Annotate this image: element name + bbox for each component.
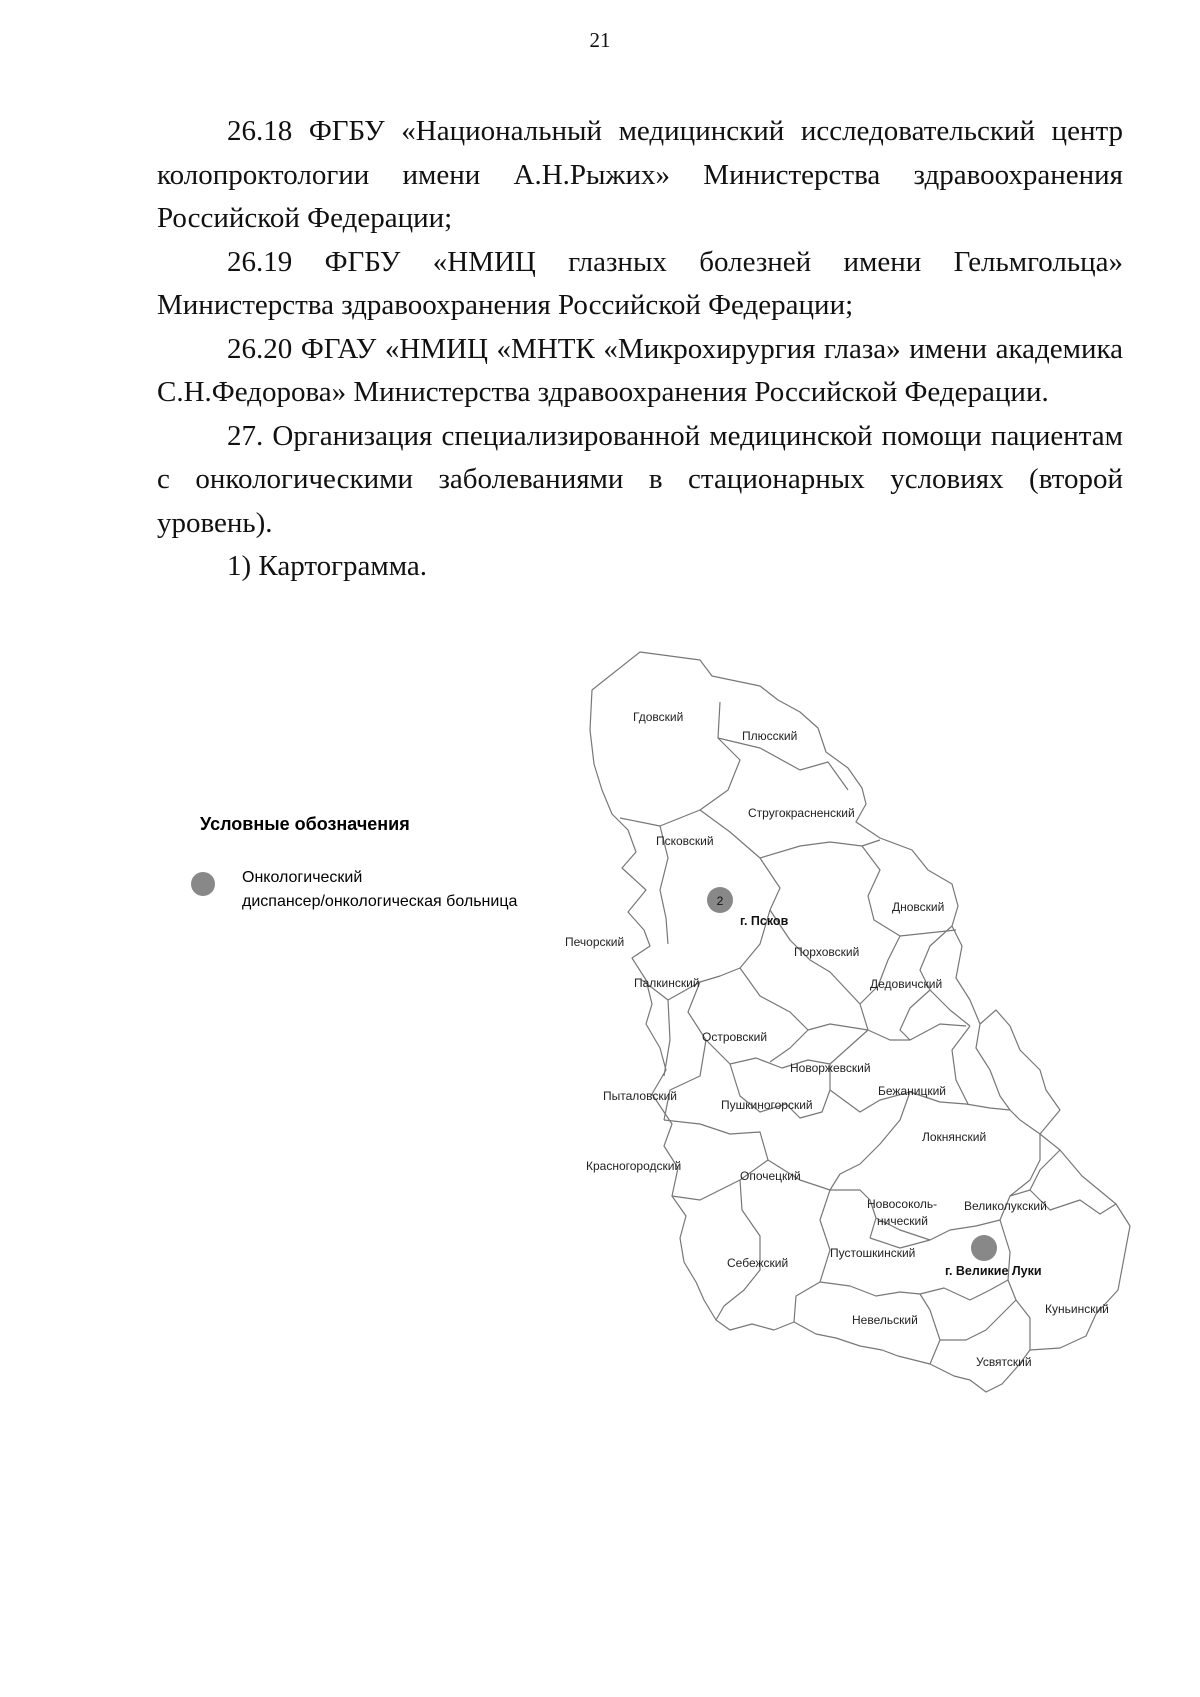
city-label-velikie-luki: г. Великие Луки — [945, 1264, 1042, 1278]
district-label-nevelsky: Невельский — [852, 1313, 918, 1327]
paragraph-cartogram-heading: 1) Картограмма. — [227, 550, 428, 582]
district-label-pechorsky: Печорский — [565, 935, 625, 949]
velikie-luki-hospital-marker-icon — [971, 1235, 997, 1261]
paragraph-26-20: 26.20 ФГАУ «НМИЦ «МНТК «Микрохирургия глаза» имени академика С.Н.Федорова» Министерства здравоохранения Российской Федерации. — [157, 332, 1123, 408]
pskov-marker-count: 2 — [716, 894, 724, 908]
paragraph-26-18: 26.18 ФГБУ «Национальный медицинский исследовательский центр колопроктологии имени А.Н.Рыжих» Министерства здравоохранения Российской Федерации; — [157, 115, 1123, 234]
district-label-pushkinogorsky: Пушкиногорский — [721, 1098, 813, 1112]
paragraph-26-19: 26.19 ФГБУ «НМИЦ глазных болезней имени Гельмгольца» Министерства здравоохранения Российской Федерации; — [157, 245, 1123, 321]
legend-hospital-marker-icon — [191, 872, 215, 896]
district-borders — [590, 652, 1130, 1392]
district-label-porkhovsky: Порховский — [794, 945, 860, 959]
legend-item-line2: диспансер/онкологическая больница — [242, 893, 518, 910]
district-label-plyussky: Плюсский — [742, 729, 798, 743]
district-label-loknyansky: Локнянский — [922, 1130, 987, 1144]
district-label-gdovsky: Гдовский — [633, 710, 684, 724]
district-label-strugokrasnensky: Стругокрасненский — [748, 806, 855, 820]
district-label-velikoluksky: Великолукский — [964, 1199, 1047, 1213]
district-label-pskovsky: Псковский — [656, 834, 714, 848]
district-label-kunyinsky: Куньинский — [1045, 1302, 1109, 1316]
district-label-novorzhevsky: Новоржевский — [790, 1061, 871, 1075]
city-label-pskov: г. Псков — [740, 914, 789, 928]
region-outline — [590, 652, 1130, 1392]
district-label-usvyatsky: Усвятский — [976, 1355, 1032, 1369]
district-label-novosokolnichesky-line2: нический — [877, 1214, 928, 1228]
district-label-pustoshkinsky: Пустошкинский — [830, 1246, 916, 1260]
paragraph-27: 27. Организация специализированной медицинской помощи пациентам с онкологическими заболеваниями в стационарных условиях (второй уровень). — [157, 419, 1123, 539]
district-label-sebezhsky: Себежский — [727, 1256, 789, 1270]
legend-title: Условные обозначения — [200, 814, 410, 834]
document-body — [157, 110, 1123, 589]
district-label-palkinsky: Палкинский — [634, 976, 700, 990]
district-label-dnovsky: Дновский — [892, 900, 945, 914]
district-label-krasnogorodsky: Красногородский — [586, 1159, 682, 1173]
cartogram-figure — [180, 630, 1140, 1430]
legend-item-line1: Онкологический — [242, 869, 363, 886]
district-label-opochetsky: Опочецкий — [740, 1169, 801, 1183]
district-label-bezhanitsky: Бежаницкий — [878, 1084, 946, 1098]
district-label-ostrovsky: Островский — [702, 1030, 768, 1044]
pskov-region-map — [180, 630, 1140, 1430]
district-label-novosokolnichesky-line1: Новосоколь- — [867, 1197, 938, 1211]
district-label-pytalovsky: Пыталовский — [603, 1089, 677, 1103]
district-label-dedovichsky: Дедовичский — [870, 977, 943, 991]
page-number: 21 — [589, 28, 611, 52]
